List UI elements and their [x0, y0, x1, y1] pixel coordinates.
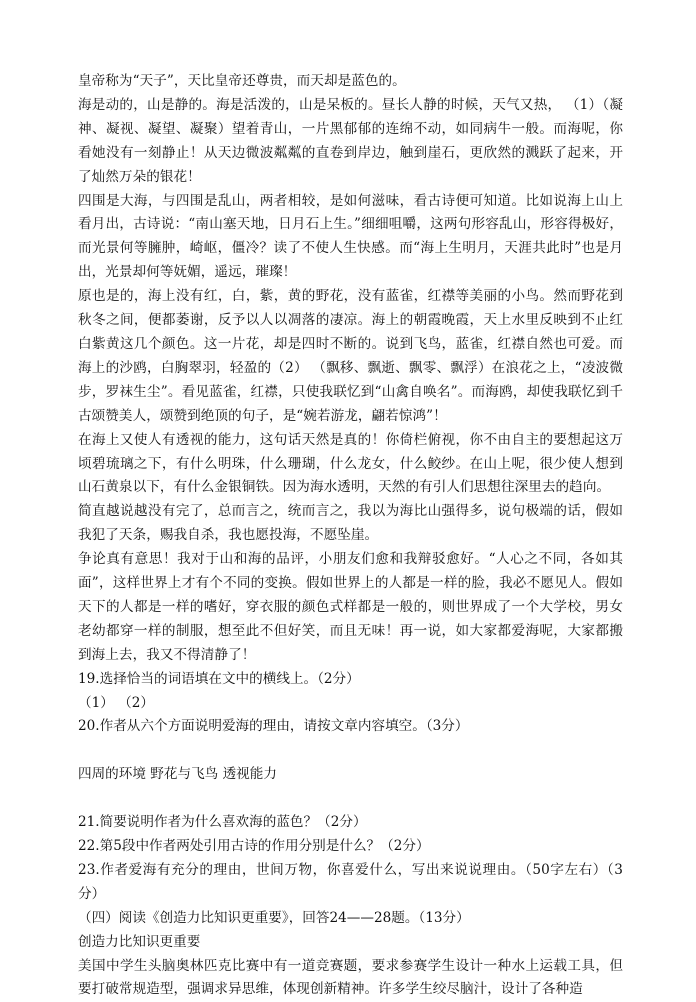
paragraph-transparency: 在海上又使人有透视的能力，这句话天然是真的！你倚栏俯视，你不由自主的要想起这万顷碧琉璃之下，有什么明珠，什么珊瑚，什么龙女，什么鲛纱。在山上呢，很少使人想到山石黄泉以下，有什么金银铜铁。因为海水透明，天然的有引人们思想往深里去的趋向。 [78, 429, 623, 501]
blank-line [78, 739, 623, 763]
article-title: 创造力比知识更重要 [78, 931, 623, 955]
paragraph-debate: 争论真有意思！我对于山和海的品评，小朋友们愈和我辩驳愈好。“人心之不同，各如其面”，这样世界上才有个不同的变换。假如世界上的人都是一样的脸，我必不愿见人。假如天下的人都是一样的嗜好，穿衣服的颜色式样都是一般的，则世界成了一个大学校，男女老幼都穿一样的制服，想至此不但好笑，而且无味！再一说，如大家都爱海呢，大家都搬到海上去，我又不得清静了！ [78, 548, 623, 668]
paragraph-sky-blue: 皇帝称为“天子”，天比皇帝还尊贵，而天却是蓝色的。 [78, 70, 623, 94]
question-21: 21.简要说明作者为什么喜欢海的蓝色？（2分） [78, 811, 623, 835]
question-23: 23.作者爱海有充分的理由，世间万物，你喜爱什么，写出来说说理由。（50字左右）（3分） [78, 859, 623, 907]
document-page [78, 70, 623, 1002]
blank-line [78, 787, 623, 811]
article-intro: 美国中学生头脑奥林匹克比赛中有一道竞赛题，要求参赛学生设计一种水上运载工具，但要打破常规造型，强调求异思维，体现创新精神。许多学生绞尽脑汁，设计了各种造 [78, 955, 623, 1002]
question-20-answer: 四周的环境 野花与飞鸟 透视能力 [78, 763, 623, 787]
question-20: 20.作者从六个方面说明爱海的理由，请按文章内容填空。（3分） [78, 715, 623, 739]
paragraph-flowers-birds: 原也是的，海上没有红，白，紫，黄的野花，没有蓝雀，红襟等美丽的小鸟。然而野花到秋冬之间，便都萎谢，反予以人以凋落的凄凉。海上的朝霞晚霞，天上水里反映到不止红白紫黄这几个颜色。这一片花，却是四时不断的。说到飞鸟，蓝雀，红襟自然也可爱。而海上的沙鸥，白胸翠羽，轻盈的（2） （飘移、飘逝、飘零、飘浮）在浪花之上，“凌波微步，罗袜生尘”。看见蓝雀，红襟，只使我联忆到“山禽自唤名”。而海鸥，却使我联忆到千古颂赞美人，颂赞到绝顶的句子，是“婉若游龙，翩若惊鸿”！ [78, 285, 623, 428]
section-4-heading: （四）阅读《创造力比知识更重要》，回答24——28题。（13分） [78, 907, 623, 931]
question-19-blanks: （1） （2） [78, 692, 623, 716]
paragraph-surroundings: 四围是大海，与四围是乱山，两者相较，是如何滋味，看古诗便可知道。比如说海上山上看月出，古诗说：“南山塞天地，日月石上生。”细细咀嚼，这两句形容乱山，形容得极好，而光景何等臃肿，崎岖，僵冷？读了不使人生快感。而“海上生明月，天涯共此时”也是月出，光景却何等妩媚，遥远，璀璨！ [78, 190, 623, 286]
paragraph-sea-moving: 海是动的，山是静的。海是活泼的，山是呆板的。昼长人静的时候，天气又热， （1）（凝神、凝视、凝望、凝聚）望着青山，一片黑郁郁的连绵不动，如同病牛一般。而海呢，你看她没有一刻静止！从天边微波粼粼的直卷到岸边，触到崖石，更欣然的溅跃了起来，开了灿然万朵的银花！ [78, 94, 623, 190]
paragraph-conclusion: 简直越说越没有完了，总而言之，统而言之，我以为海比山强得多，说句极端的话，假如我犯了天条，赐我自杀，我也愿投海，不愿坠崖。 [78, 500, 623, 548]
question-19: 19.选择恰当的词语填在文中的横线上。（2分） [78, 668, 623, 692]
question-22: 22.第5段中作者两处引用古诗的作用分别是什么？（2分） [78, 835, 623, 859]
